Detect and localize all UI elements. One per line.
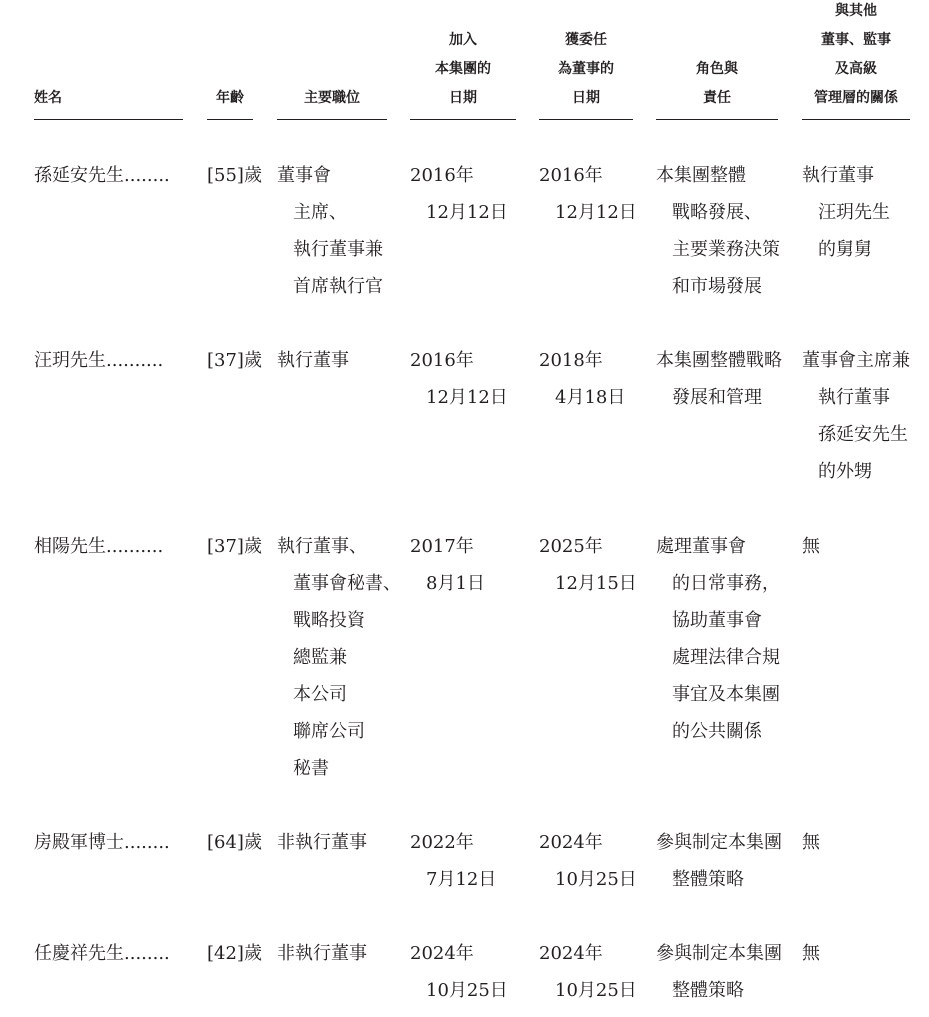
cell-line: 的外甥 xyxy=(818,461,872,482)
cell-line: 非執行董事 xyxy=(277,832,367,853)
cell-appointed xyxy=(539,528,637,602)
header-age xyxy=(207,0,253,120)
cell-line: 董事會秘書、 xyxy=(293,573,401,594)
cell-line: 執行董事 xyxy=(277,350,349,371)
cell-role xyxy=(656,157,780,305)
header-joined-label: 加入 本集團的 日期 xyxy=(410,26,516,120)
cell-relationship xyxy=(802,824,820,861)
cell-line: 2016年 xyxy=(410,350,474,371)
cell-appointed xyxy=(539,157,637,231)
cell-relationship xyxy=(802,342,910,490)
cell-line: 12月12日 xyxy=(555,202,637,223)
cell-line: 2024年 xyxy=(539,943,603,964)
cell-line: 戰略發展、 xyxy=(672,202,762,223)
cell-position xyxy=(277,824,367,861)
cell-name: 汪玥先生.......... xyxy=(34,350,164,371)
cell-line: 主要業務決策 xyxy=(672,239,780,260)
cell-age: [37]歲 xyxy=(207,350,262,371)
cell-position xyxy=(277,935,367,972)
cell-line: 8月1日 xyxy=(426,573,485,594)
cell-line: 孫延安先生 xyxy=(818,424,908,445)
cell-line: 2024年 xyxy=(410,943,474,964)
cell-joined xyxy=(410,342,508,416)
cell-line: 4月18日 xyxy=(555,387,626,408)
cell-line: 2017年 xyxy=(410,536,474,557)
cell-line: 12月12日 xyxy=(426,202,508,223)
cell-line: 發展和管理 xyxy=(672,387,762,408)
cell-line: 處理法律合規 xyxy=(672,647,780,668)
cell-appointed xyxy=(539,935,637,1009)
cell-relationship xyxy=(802,528,820,565)
header-joined xyxy=(410,0,516,120)
cell-line: 處理董事會 xyxy=(656,536,746,557)
cell-line: 首席執行官 xyxy=(293,276,383,297)
cell-line: 無 xyxy=(802,943,820,964)
cell-line: 10月25日 xyxy=(555,869,637,890)
cell-line: 參與制定本集團 xyxy=(656,943,782,964)
cell-line: 秘書 xyxy=(293,758,329,779)
cell-line: 執行董事兼 xyxy=(293,239,383,260)
header-relationship xyxy=(802,0,910,120)
header-relationship-label: 與其他 董事、監事 及高級 管理層的關係 xyxy=(802,0,910,120)
cell-line: 和市場發展 xyxy=(672,276,762,297)
cell-line: 的日常事務， xyxy=(672,573,780,594)
cell-line: 的公共關係 xyxy=(672,721,762,742)
cell-line: 12月15日 xyxy=(555,573,637,594)
cell-line: 參與制定本集團 xyxy=(656,832,782,853)
cell-line: 執行董事、 xyxy=(277,536,367,557)
cell-name: 房殿軍博士........ xyxy=(34,832,170,853)
cell-line: 2018年 xyxy=(539,350,603,371)
cell-line: 主席、 xyxy=(293,202,347,223)
cell-line: 執行董事 xyxy=(818,387,890,408)
cell-position xyxy=(277,342,349,379)
header-name xyxy=(34,0,183,120)
cell-relationship xyxy=(802,157,890,268)
cell-line: 汪玥先生 xyxy=(818,202,890,223)
cell-joined xyxy=(410,157,508,231)
cell-position xyxy=(277,157,383,305)
cell-line: 協助董事會 xyxy=(672,610,762,631)
cell-age: [55]歲 xyxy=(207,165,262,186)
cell-line: 無 xyxy=(802,832,820,853)
cell-line: 整體策略 xyxy=(672,869,744,890)
cell-name: 任慶祥先生........ xyxy=(34,943,170,964)
cell-age: [64]歲 xyxy=(207,832,262,853)
cell-joined xyxy=(410,935,508,1009)
cell-role xyxy=(656,342,782,416)
cell-line: 7月12日 xyxy=(426,869,497,890)
cell-line: 事宜及本集團 xyxy=(672,684,780,705)
cell-line: 整體策略 xyxy=(672,980,744,1001)
cell-age: [42]歲 xyxy=(207,943,262,964)
cell-line: 非執行董事 xyxy=(277,943,367,964)
cell-joined xyxy=(410,824,496,898)
cell-role xyxy=(656,935,782,1009)
cell-name: 孫延安先生........ xyxy=(34,165,170,186)
cell-position xyxy=(277,528,401,787)
cell-age: [37]歲 xyxy=(207,536,262,557)
header-role xyxy=(656,0,778,120)
header-age-label: 年齡 xyxy=(207,84,253,120)
cell-line: 的舅舅 xyxy=(818,239,872,260)
cell-line: 10月25日 xyxy=(426,980,508,1001)
cell-line: 無 xyxy=(802,536,820,557)
cell-appointed xyxy=(539,824,637,898)
header-name-label: 姓名 xyxy=(34,84,183,120)
cell-joined xyxy=(410,528,485,602)
cell-line: 2025年 xyxy=(539,536,603,557)
cell-name: 相陽先生.......... xyxy=(34,536,164,557)
cell-line: 董事會主席兼 xyxy=(802,350,910,371)
cell-line: 執行董事 xyxy=(802,165,874,186)
cell-role xyxy=(656,528,780,750)
cell-line: 本公司 xyxy=(293,684,347,705)
cell-role xyxy=(656,824,782,898)
cell-line: 2022年 xyxy=(410,832,474,853)
header-role-label: 角色與 責任 xyxy=(656,55,778,120)
header-appointed xyxy=(539,0,633,120)
cell-line: 10月25日 xyxy=(555,980,637,1001)
cell-line: 本集團整體 xyxy=(656,165,746,186)
cell-line: 董事會 xyxy=(277,165,331,186)
cell-line: 2024年 xyxy=(539,832,603,853)
cell-line: 總監兼 xyxy=(293,647,347,668)
cell-appointed xyxy=(539,342,625,416)
header-position-label: 主要職位 xyxy=(277,84,387,120)
cell-line: 聯席公司 xyxy=(293,721,365,742)
header-appointed-label: 獲委任 為董事的 日期 xyxy=(539,26,633,120)
header-position xyxy=(277,0,387,120)
cell-line: 本集團整體戰略 xyxy=(656,350,782,371)
cell-line: 戰略投資 xyxy=(293,610,365,631)
cell-line: 2016年 xyxy=(410,165,474,186)
cell-line: 12月12日 xyxy=(426,387,508,408)
cell-relationship xyxy=(802,935,820,972)
cell-line: 2016年 xyxy=(539,165,603,186)
